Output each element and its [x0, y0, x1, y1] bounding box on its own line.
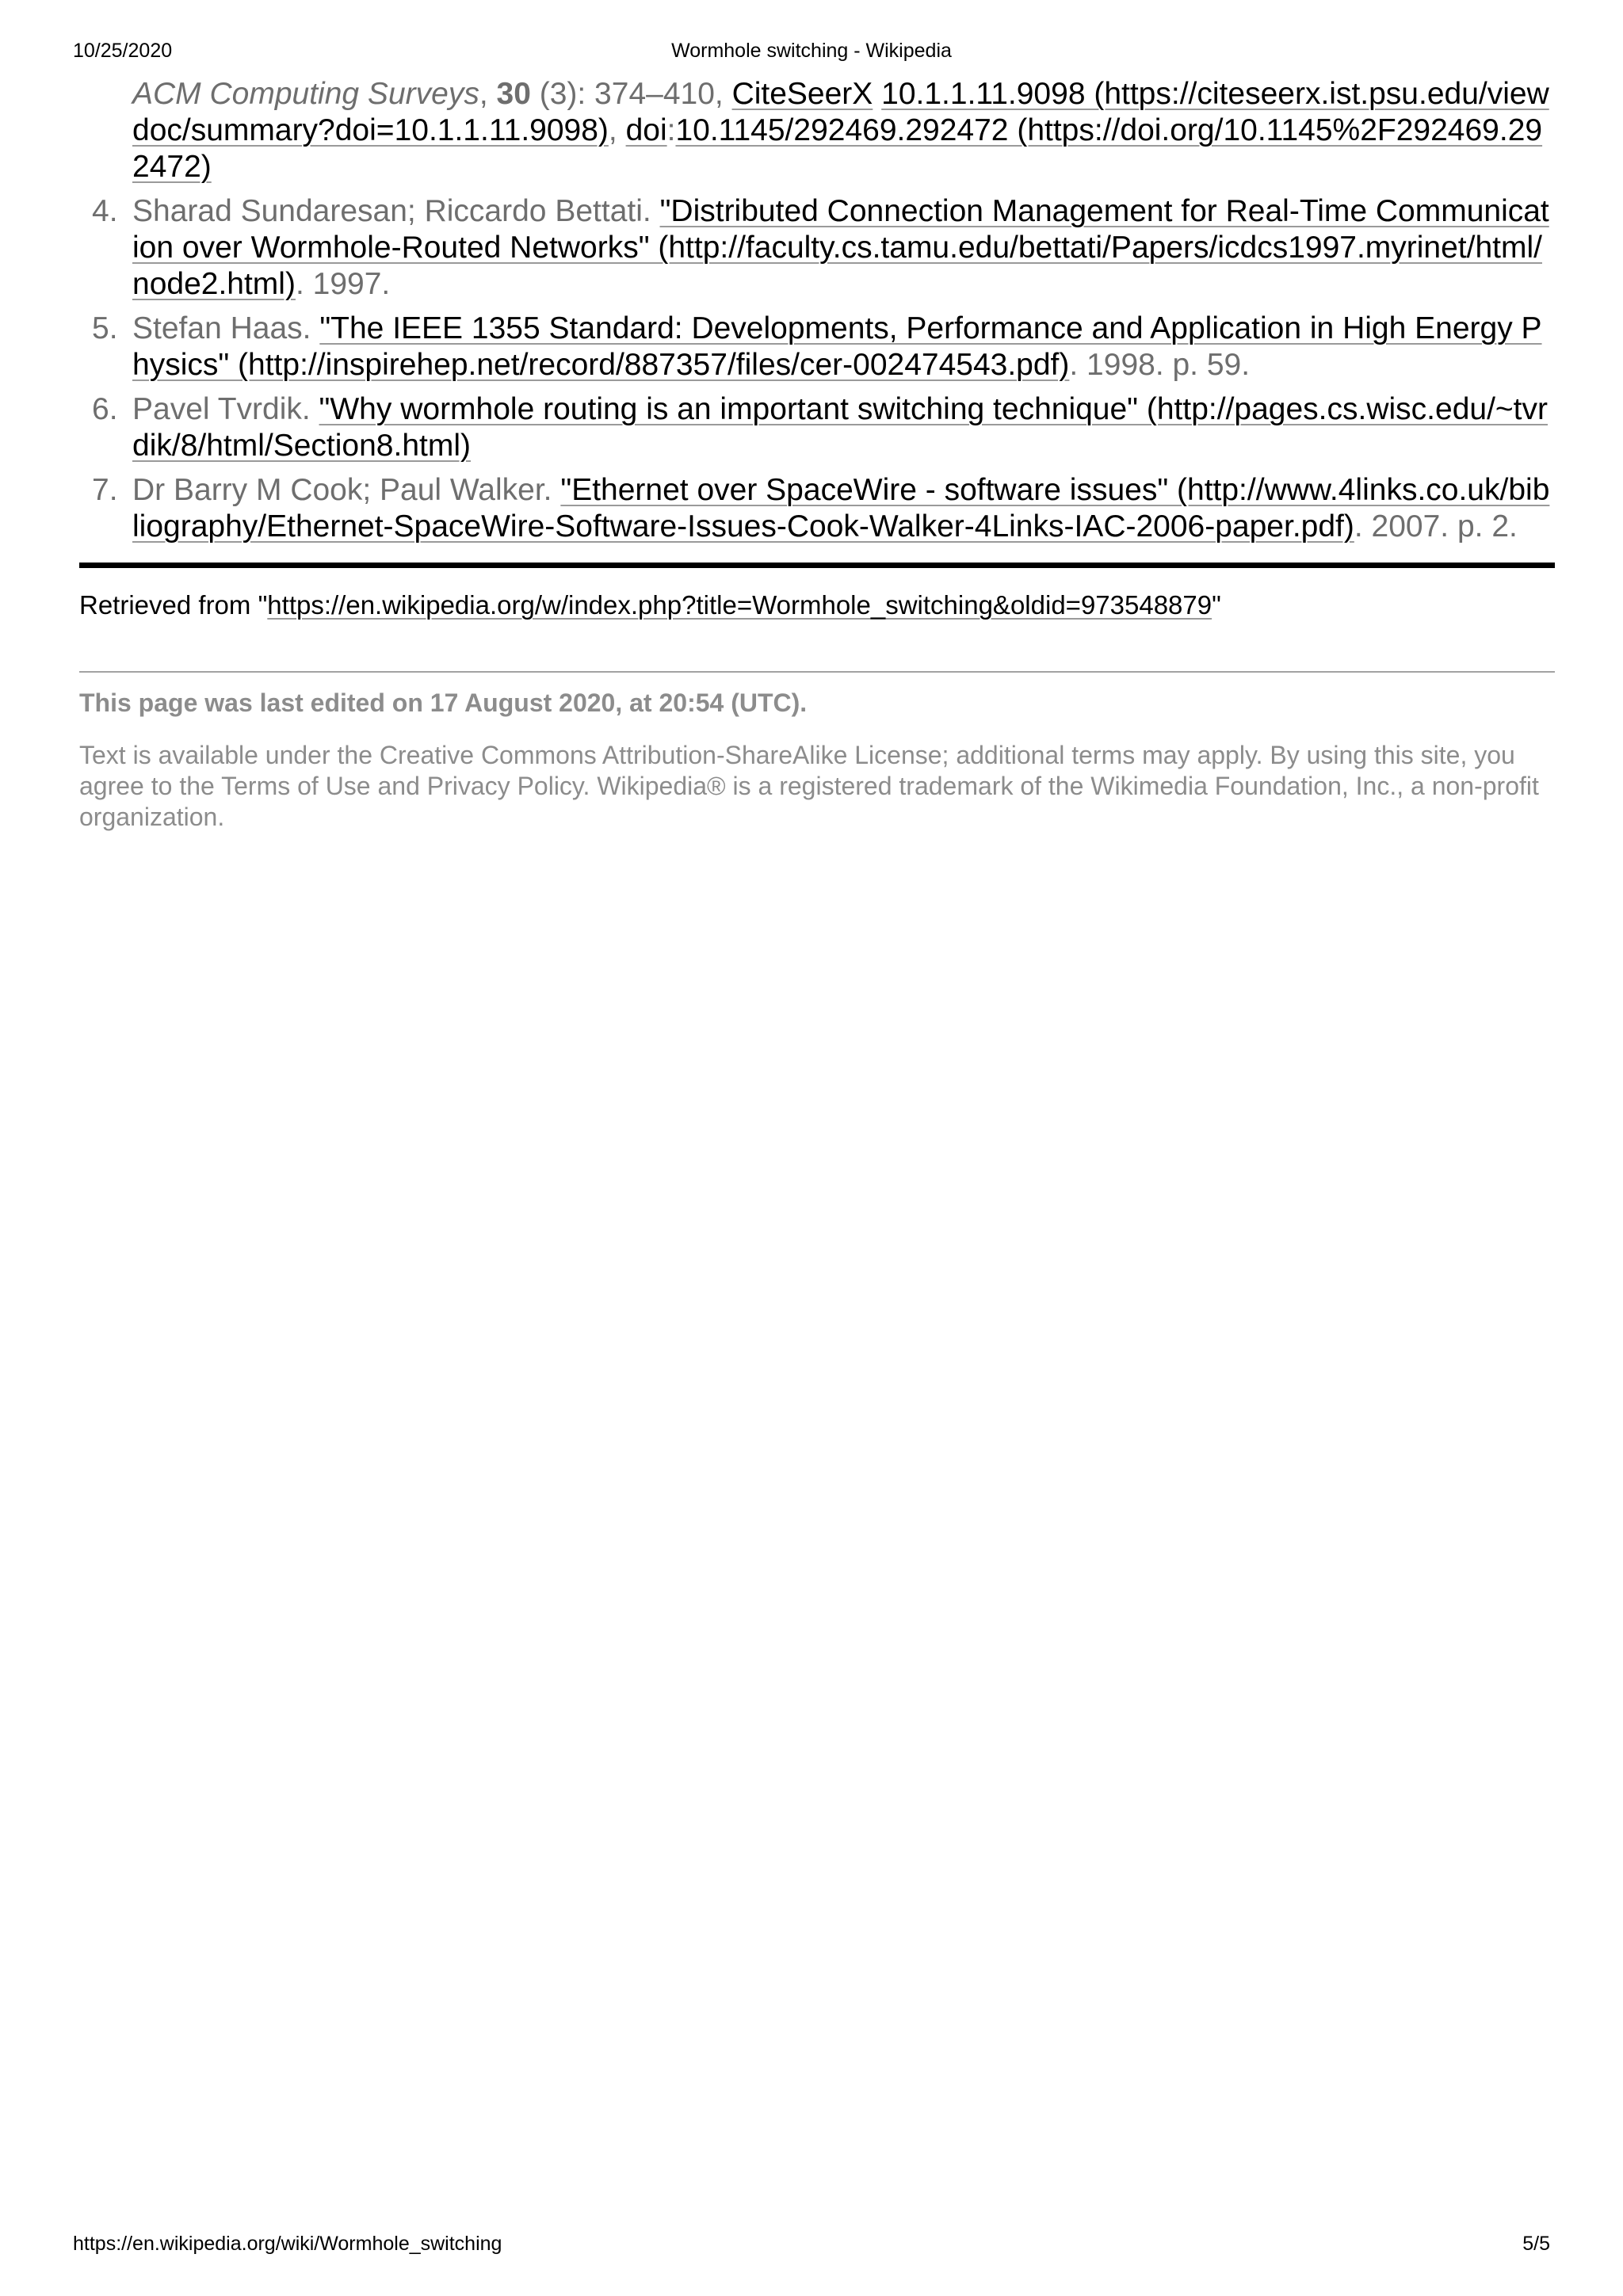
retrieved-url-link[interactable]: https://en.wikipedia.org/w/index.php?title=Wormhole_switching&oldid=973548879 — [267, 590, 1212, 620]
print-header — [73, 40, 1550, 67]
separator: , — [479, 77, 497, 111]
doi-link[interactable]: 10.1145/292469.292472 (https://doi.org/10.1145%2F292469.292472) — [132, 113, 1543, 184]
references-list — [79, 76, 1555, 545]
reference-number: 4. — [92, 194, 118, 228]
reference-authors: Dr Barry M Cook; Paul Walker. — [132, 473, 561, 507]
reference-number: 6. — [92, 392, 118, 426]
reference-link[interactable]: "Why wormhole routing is an important switching technique" (http://pages.cs.wisc.edu/~tvrdik/8/html/Section8.html) — [132, 392, 1549, 463]
reference-item — [79, 391, 1555, 464]
reference-number: 7. — [92, 473, 118, 507]
reference-item — [79, 472, 1555, 545]
last-edited-notice: This page was last edited on 17 August 2020, at 20:54 (UTC). — [79, 688, 808, 717]
reference-item — [79, 193, 1555, 303]
reference-link[interactable]: "Ethernet over SpaceWire - software issues" (http://www.4links.co.uk/bibliography/Ethernet-SpaceWire-Software-Issues-Cook-Walker-4Links-IAC-2006-paper.pdf) — [132, 473, 1550, 543]
journal-name: ACM Computing Surveys — [132, 77, 479, 111]
doi-colon: : — [666, 113, 676, 147]
reference-link[interactable]: "Distributed Connection Management for Real-Time Communication over Wormhole-Routed Networks" (http://faculty.cs.tamu.edu/bettati/Papers/icdcs1997.myrinet/html/node2.html) — [132, 194, 1549, 301]
doi-label-link[interactable]: doi — [625, 113, 667, 147]
reference-3-continuation — [79, 76, 1555, 185]
print-date: 10/25/2020 — [73, 40, 173, 62]
section-divider — [79, 563, 1555, 568]
reference-authors: Sharad Sundaresan; Riccardo Bettati. — [132, 194, 660, 228]
retrieved-from — [79, 590, 1555, 620]
print-page-number: 5/5 — [1522, 2233, 1550, 2255]
reference-number: 5. — [92, 311, 118, 345]
reference-authors: Stefan Haas. — [132, 311, 320, 345]
separator: , — [608, 113, 626, 147]
page-content — [79, 76, 1555, 833]
retrieved-prefix: Retrieved from " — [79, 590, 268, 620]
print-footer — [73, 2233, 1550, 2260]
reference-authors: Pavel Tvrdik. — [132, 392, 319, 426]
reference-tail: . 1997. — [295, 267, 391, 301]
reference-link[interactable]: "The IEEE 1355 Standard: Developments, Performance and Application in High Energy Physics" (http://inspirehep.net/record/887357/files/cer-002474543.pdf) — [132, 311, 1542, 382]
citeseerx-label-link[interactable]: CiteSeerX — [731, 77, 873, 111]
print-url: https://en.wikipedia.org/wiki/Wormhole_switching — [73, 2233, 502, 2255]
space — [873, 77, 881, 111]
reference-tail: . 2007. p. 2. — [1354, 509, 1518, 543]
reference-tail: . 1998. p. 59. — [1069, 348, 1251, 382]
reference-item — [79, 311, 1555, 383]
journal-volume: 30 — [496, 77, 531, 111]
license-notice: Text is available under the Creative Commons Attribution-ShareAlike License; additional terms may apply. By using this site, you agree to the Terms of Use and Privacy Policy. Wikipedia® is a registered trademark of the Wikimedia Foundation, Inc., a non-profit organization. — [79, 741, 1539, 831]
print-title: Wormhole switching - Wikipedia — [671, 40, 952, 62]
journal-pages: (3): 374–410, — [530, 77, 732, 111]
footer-divider — [79, 671, 1555, 673]
retrieved-suffix: " — [1212, 590, 1221, 620]
citeseerx-link[interactable]: 10.1.1.11.9098 (https://citeseerx.ist.psu.edu/viewdoc/summary?doi=10.1.1.11.9098) — [132, 77, 1549, 147]
